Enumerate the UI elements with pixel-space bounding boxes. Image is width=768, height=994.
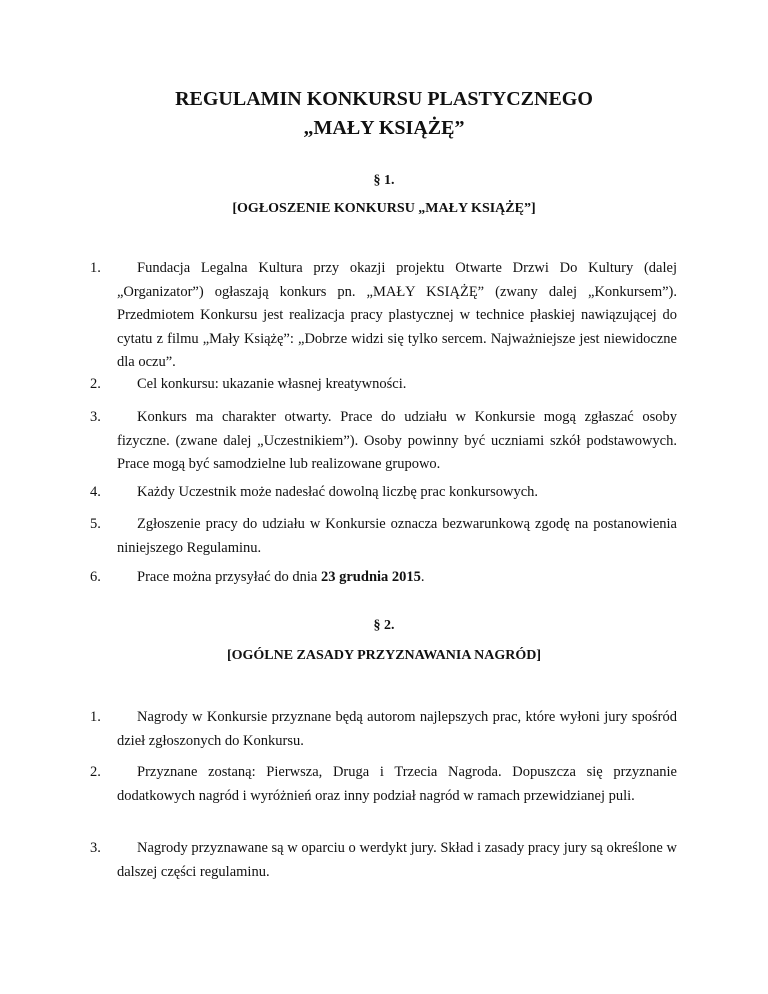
item-number: 1. — [90, 709, 101, 725]
section-1-heading: [OGŁOSZENIE KONKURSU „MAŁY KSIĄŻĘ”] — [232, 201, 536, 216]
document-title-line-2: „MAŁY KSIĄŻĘ” — [303, 117, 465, 139]
item-number: 5. — [90, 516, 101, 532]
item-text: Nagrody przyznawane są w oparciu o werdykt jury. Skład i zasady pracy jury są określone w dalszej części regulaminu. — [117, 840, 677, 880]
item-number: 6. — [90, 569, 101, 585]
item-text: Każdy Uczestnik może nadesłać dowolną liczbę prac konkursowych. — [137, 484, 539, 500]
section-1-number: § 1. — [373, 173, 395, 188]
item-number: 4. — [90, 484, 101, 500]
item-text: Zgłoszenie pracy do udziału w Konkursie oznacza bezwarunkową zgodę na postanowienia niniejszego Regulaminu. — [117, 516, 677, 556]
item-text: Nagrody w Konkursie przyznane będą autorom najlepszych prac, które wyłoni jury spośród dzieł zgłoszonych do Konkursu. — [117, 709, 677, 749]
section-2-heading: [OGÓLNE ZASADY PRZYZNAWANIA NAGRÓD] — [226, 648, 542, 663]
item-number: 2. — [90, 764, 101, 780]
item-number: 2. — [90, 376, 101, 392]
item-number: 3. — [90, 840, 101, 856]
item-text: Przyznane zostaną: Pierwsza, Druga i Trzecia Nagroda. Dopuszcza się przyznanie dodatkowych nagród i wyróżnień oraz inny podział nagród w ramach przewidzianej puli. — [117, 764, 677, 804]
item-text — [117, 566, 677, 590]
item-number: 1. — [90, 260, 101, 276]
item-text-end: . — [420, 569, 425, 585]
section-2-number: § 2. — [373, 618, 395, 633]
document-title-line-1: REGULAMIN KONKURSU PLASTYCZNEGO — [175, 88, 593, 110]
deadline-date: 23 grudnia 2015 — [321, 569, 421, 585]
item-number: 3. — [90, 409, 101, 425]
item-text: Konkurs ma charakter otwarty. Prace do udziału w Konkursie mogą zgłaszać osoby fizyczne. (zwane dalej „Uczestnikiem”). Osoby powinny być uczniami szkół podstawowych. Prace mogą być samodzielne lub realizowane grupowo. — [117, 409, 677, 472]
item-text: Cel konkursu: ukazanie własnej kreatywności. — [137, 376, 407, 392]
item-text: Fundacja Legalna Kultura przy okazji projektu Otwarte Drzwi Do Kultury (dalej „Organizator”) ogłaszają konkurs pn. „MAŁY KSIĄŻĘ” (zwany dalej „Konkursem”). Przedmiotem Konkursu jest realizacja pracy plastycznej w technice płaskiej nawiązującej do cytatu z filmu „Mały Książę”: „Dobrze widzi się tylko sercem. Najważniejsze jest niewidoczne dla oczu”. — [117, 260, 677, 370]
item-text-start: Prace można przysyłać do dnia — [137, 569, 321, 585]
